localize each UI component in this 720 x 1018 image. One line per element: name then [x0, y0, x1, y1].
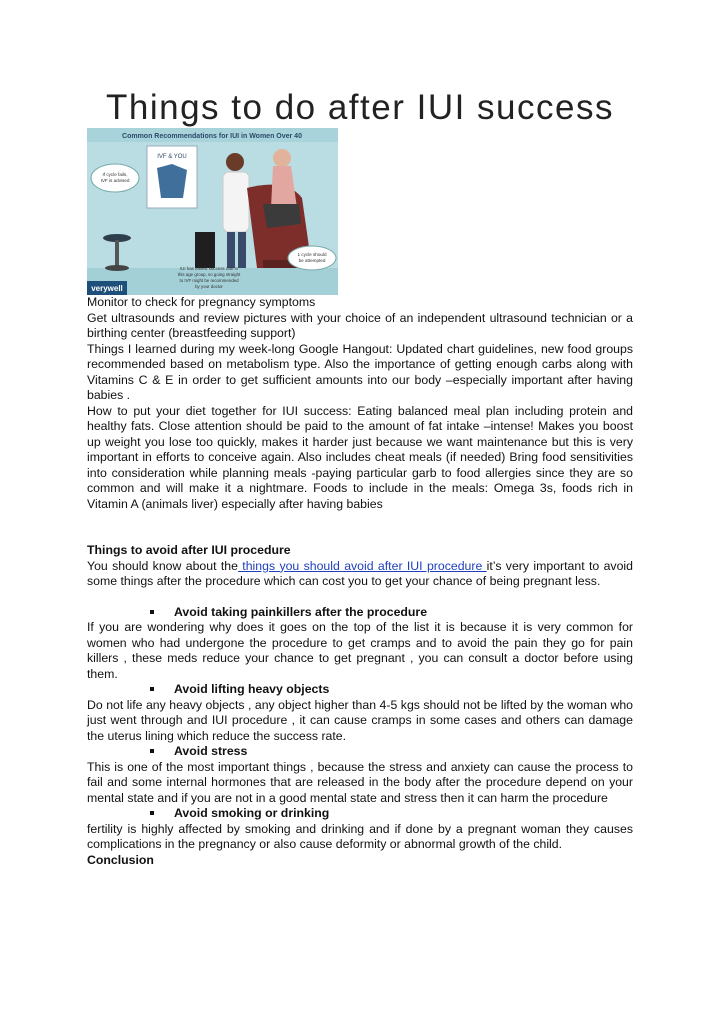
- avoid-heading: Things to avoid after IUI procedure: [87, 543, 291, 557]
- bullet-square-icon: [150, 687, 154, 691]
- paragraph-diet: How to put your diet together for IUI success: Eating balanced meal plan including protein and healthy fats. Close attention should be paid to the amount of fat intake –intense! Makes you boost up weight you lose too quickly, makes it harder just because we want maintenance but this is very important in efforts to conceive again. Also includes cheat meals (if needed) Bring food sensitivities into consideration while planning meals -paying particular garb to food allergies since they are so common and will make it a nightmare. Foods to include in the meals: Omega 3s, foods rich in Vitamin A (animals liver) especially after having babies: [87, 403, 633, 511]
- bullet-lifting: [87, 682, 633, 698]
- svg-text:be attempted: be attempted: [298, 258, 326, 263]
- paragraph-hangout: Things I learned during my week-long Google Hangout: Updated chart guidelines, new food groups recommended based on metabolism type. Also the importance of getting enough carbs along with Vitamins C & E in order to get sufficient amounts into our body –especially important after having babies .: [87, 341, 633, 402]
- conclusion-heading: Conclusion: [87, 852, 154, 867]
- bullet-label: Avoid lifting heavy objects: [174, 682, 330, 696]
- item-text-painkillers: If you are wondering why does it goes on the top of the list it is because it is very common for women who had undergone the procedure to get cramps and to avoid the pain they go for pain killers , these meds reduce your chance to get pregnant , you can consult a doctor before using them.: [87, 620, 633, 681]
- iui-illustration: [87, 128, 338, 295]
- paragraph-ultrasounds: Get ultrasounds and review pictures with your choice of an independent ultrasound technician or a birthing center (breastfeeding support): [87, 310, 633, 340]
- figure-sign: IVF & YOU: [157, 154, 187, 160]
- illustration: [87, 128, 338, 295]
- item-text-lifting: Do not life any heavy objects , any object higher than 4-5 kgs should not be lifted by the woman who just went through and IUI procedure , it can cause cramps in some cases and others can damage the uterus lining which reduce the success rate.: [87, 697, 633, 743]
- bullet-label: Avoid smoking or drinking: [174, 806, 330, 820]
- bullet-painkillers: [87, 605, 633, 621]
- svg-text:by your doctor: by your doctor: [195, 284, 223, 289]
- svg-text:1 cycle should: 1 cycle should: [297, 252, 327, 257]
- article-body: [87, 295, 633, 868]
- bullet-stress: [87, 744, 633, 760]
- bullet-square-icon: [150, 811, 154, 815]
- bullet-label: Avoid stress: [174, 744, 248, 758]
- svg-text:to IVF might be recommended: to IVF might be recommended: [179, 278, 239, 283]
- bullet-square-icon: [150, 610, 154, 614]
- bullet-label: Avoid taking painkillers after the procedure: [174, 604, 428, 619]
- svg-text:IUI has lowest success rate in: IUI has lowest success rate in: [179, 266, 239, 271]
- avoid-intro-text: You should know about the: [87, 558, 238, 573]
- avoid-intro: [87, 559, 633, 590]
- item-text-smoking: fertility is highly affected by smoking and drinking and if done by a pregnant woman they causes complications in the pregnancy or also cause deformity or abnormal growth of the child.: [87, 821, 633, 851]
- paragraph-symptoms: Monitor to check for pregnancy symptoms: [87, 295, 316, 309]
- figure-logo: verywell: [91, 284, 123, 293]
- avoid-intro-text-after: it’s very important to avoid some things after the procedure which can cost you to get your chance of being pregnant less.: [87, 558, 633, 588]
- avoid-link[interactable]: things you should avoid after IUI procedure: [237, 558, 487, 573]
- bullet-smoking: [87, 806, 633, 822]
- svg-text:IVF is advised: IVF is advised: [100, 178, 130, 183]
- figure-banner: Common Recommendations for IUI in Women Over 40: [122, 133, 302, 140]
- svg-text:If cycle fails,: If cycle fails,: [102, 172, 128, 177]
- svg-text:this age group, so going strai: this age group, so going straight: [177, 272, 241, 277]
- page-title: Things to do after IUI success: [106, 88, 614, 127]
- bullet-square-icon: [150, 749, 154, 753]
- item-text-stress: This is one of the most important things , because the stress and anxiety can cause the process to fail and some internal hormones that are released in the body after the procedure depend on your mental state and if you are not in a good mental state and stress then it can harm the procedure: [87, 759, 633, 805]
